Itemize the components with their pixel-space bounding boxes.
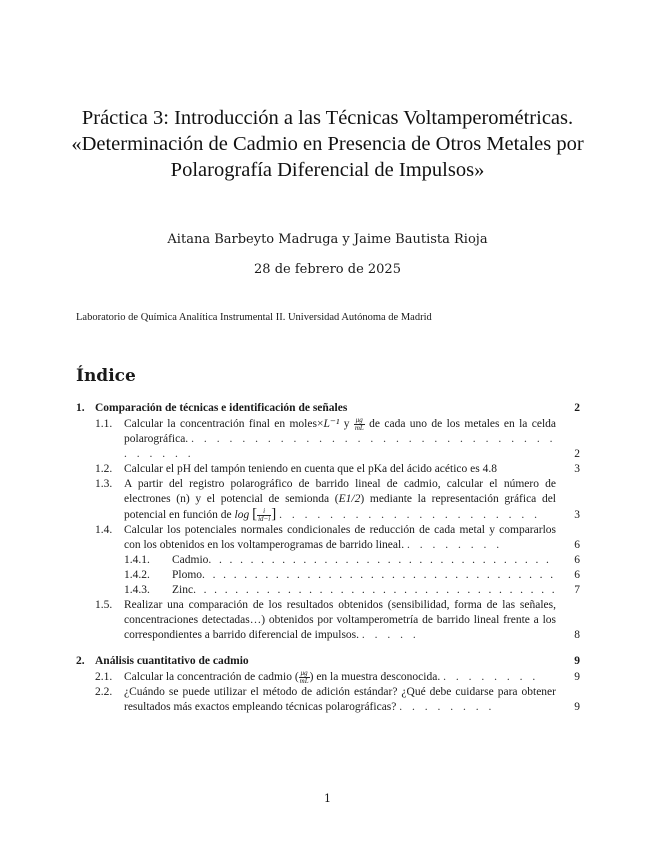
dot-leader <box>202 568 556 583</box>
toc-number: 1. <box>76 402 85 414</box>
toc-entry-1-4-1[interactable] <box>76 553 580 568</box>
fraction <box>299 670 310 685</box>
dot-leader: . . . . . . . . <box>406 539 503 552</box>
toc-page: 9 <box>574 655 580 668</box>
toc-number: 1.2. <box>95 463 113 476</box>
half-wave-potential: E1/2 <box>338 493 361 506</box>
fraction-numerator: μg <box>355 416 363 424</box>
toc-page: 9 <box>574 671 580 684</box>
toc-title-part: y <box>339 418 354 431</box>
dot-leader: . . . . . . . . <box>399 701 495 714</box>
toc-entry-1-5[interactable] <box>76 598 580 643</box>
toc-title-part: Calcular la concentración final en moles× <box>124 418 324 431</box>
toc-title: Análisis cuantitativo de cadmio <box>95 655 249 668</box>
fraction-denominator: id−i <box>258 515 271 523</box>
document-authors: Aitana Barbeyto Madruga y Jaime Bautista Rioja <box>167 232 488 247</box>
toc-number: 1.1. <box>95 418 113 430</box>
toc-number: 2. <box>76 655 85 668</box>
dot-leader: . . . . . . . . . . . . . . . . . . . . . <box>279 509 541 522</box>
toc-number: 2.1. <box>95 671 113 684</box>
toc-title: Plomo <box>172 569 203 582</box>
toc-page: 6 <box>574 539 580 552</box>
fraction-numerator: i <box>257 508 271 516</box>
log-label: log <box>234 509 250 522</box>
toc-entry-1-4-2[interactable] <box>76 568 580 583</box>
toc-page: 6 <box>574 554 580 567</box>
fraction-denominator: mL <box>299 677 309 686</box>
fraction <box>257 508 271 523</box>
toc-entry-1-4-3[interactable] <box>76 583 580 598</box>
toc-title-part: ) mediante la representación gráfica del potencial en función de <box>124 493 556 522</box>
toc-number: 1.5. <box>95 599 113 612</box>
toc-page: 7 <box>574 584 580 597</box>
toc-title: Comparación de técnicas e identificación de señales <box>95 402 348 414</box>
toc-section-1[interactable] <box>76 401 580 417</box>
toc-page: 3 <box>574 463 580 476</box>
fraction <box>354 417 365 432</box>
toc-title: Calcular el pH del tampón teniendo en cuenta que el pKa del ácido acético es 4.8 <box>124 463 497 476</box>
toc-entry-1-4[interactable] <box>76 523 580 553</box>
toc-number: 1.4.3. <box>124 584 150 597</box>
toc-title-part: Calcular la concentración de cadmio ( <box>124 671 299 684</box>
toc-entry-2-2[interactable] <box>76 685 580 715</box>
dot-leader: . . . . . <box>361 629 420 642</box>
toc-title: Cadmio <box>172 554 209 567</box>
fraction-denominator: mL <box>354 424 364 432</box>
toc-title: Calcular los potenciales normales condicionales de reducción de cada metal y compararlos con los obtenidos en los voltamperogramas de barrido lineal. <box>124 524 556 552</box>
toc-title: Realizar una comparación de los resultados obtenidos (sensibilidad, forma de las señales, concentraciones detectadas…) obtenidos por voltamperometría de barrido lineal frente a los correspondientes a barrido diferencial de impulsos. <box>124 599 556 642</box>
toc-number: 1.4. <box>95 524 113 537</box>
toc-number: 2.2. <box>95 686 113 699</box>
toc-page: 2 <box>574 448 580 461</box>
toc-page: 8 <box>574 629 580 642</box>
page-number: 1 <box>324 792 331 805</box>
document-date: 28 de febrero de 2025 <box>254 262 401 277</box>
toc-entry-1-1[interactable] <box>76 417 580 462</box>
dot-leader <box>193 583 556 598</box>
dot-leader <box>208 553 556 568</box>
toc-page: 3 <box>574 509 580 522</box>
document-affiliation: Laboratorio de Química Analítica Instrumental II. Universidad Autónoma de Madrid <box>76 312 432 323</box>
toc-title-part: ) en la muestra desconocida. <box>309 671 441 684</box>
unit-label: L⁻¹ <box>323 418 340 431</box>
fraction-numerator: μg <box>300 669 308 678</box>
toc-number: 1.4.1. <box>124 554 150 567</box>
dot-leader: . . . . . . . . . . . . . . . . . . . . . . . . . . . . . . . . . . . <box>124 433 557 461</box>
toc-page: 6 <box>574 569 580 582</box>
toc-entry-2-1[interactable] <box>76 670 580 685</box>
toc-page: 2 <box>574 402 580 414</box>
toc-title-part: A partir del registro polarográfico de barrido lineal de cadmio, calcular el número de electrones (n) y el potencial de semionda ( <box>124 478 556 506</box>
document-title: Práctica 3: Introducción a las Técnicas Voltamperométricas. «Determinación de Cadmio en Presencia de Otros Metales por Polarografía Diferencial de Impulsos» <box>71 107 584 181</box>
toc-title-part: de cada uno de los metales en la celda polarográfica. <box>124 418 556 446</box>
toc-page: 9 <box>574 701 580 714</box>
toc-title: ¿Cuándo se puede utilizar el método de adición estándar? ¿Qué debe cuidarse para obtener resultados más exactos empleando técnicas polarográficas? <box>124 686 556 714</box>
toc-entry-1-3[interactable]: 1.3. A partir del registro polarográfico de barrido lineal de cadmio, calcular el número de electrones (n) y el potencial de semionda (E1/2) mediante la representación gráfica del potencial en función de log [ $\frac{i}{id-i}$ ] . . . . . . . . . . . . . . . . . . . . . 3 <box>95 478 580 523</box>
table-of-contents <box>76 398 580 715</box>
dot-leader: . . . . . . . . <box>443 671 539 684</box>
toc-number: 1.3. <box>95 478 113 491</box>
toc-heading: Índice <box>76 366 136 386</box>
toc-title: Zinc <box>172 584 194 597</box>
toc-number: 1.4.2. <box>124 569 150 582</box>
toc-section-2[interactable] <box>76 654 580 670</box>
toc-entry-1-2[interactable] <box>76 462 580 477</box>
